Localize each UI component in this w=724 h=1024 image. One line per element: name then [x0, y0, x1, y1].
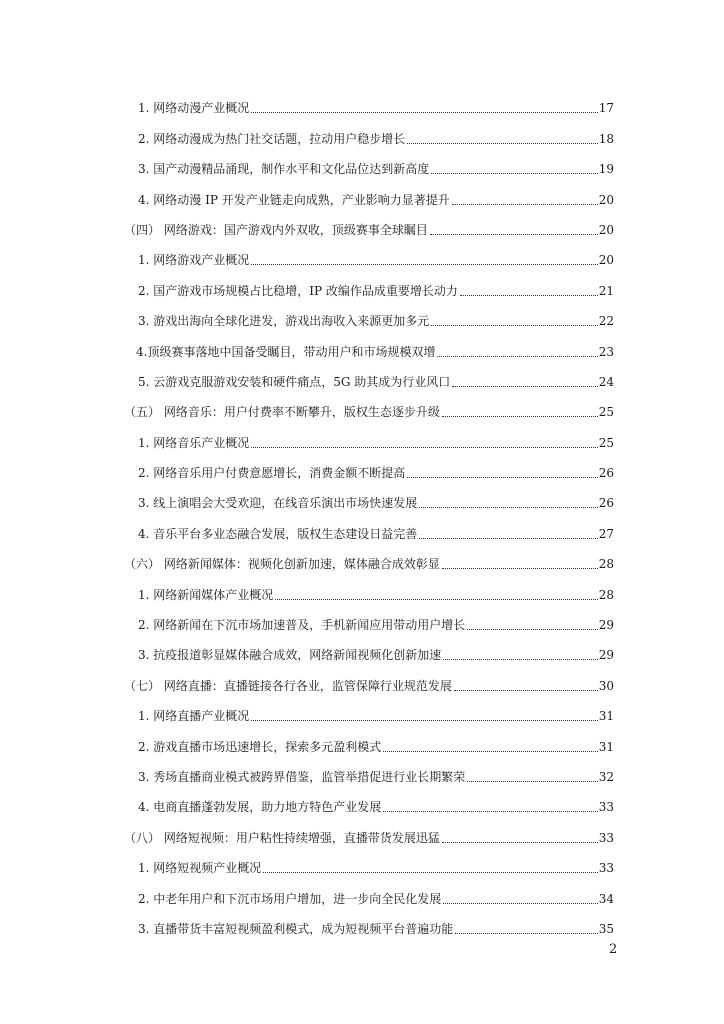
toc-entry-title: 2. 国产游戏市场规模占比稳增，IP 改编作品成重要增长动力 [138, 283, 458, 298]
dot-leader [419, 538, 597, 539]
dot-leader [431, 173, 597, 174]
toc-entry-page: 18 [598, 131, 614, 146]
toc-entry-title: （四） 网络游戏：国产游戏内外双收，顶级赛事全球瞩目 [124, 222, 428, 237]
dot-leader [443, 659, 597, 660]
toc-entry-title: 2. 网络新闻在下沉市场加速普及，手机新闻应用带动用户增长 [138, 618, 466, 633]
toc-entry[interactable] [124, 724, 614, 754]
toc-entry-page: 33 [598, 830, 614, 845]
dot-leader [454, 690, 598, 691]
toc-entry[interactable] [124, 147, 614, 177]
table-of-contents [124, 86, 614, 937]
dot-leader [251, 720, 597, 721]
toc-entry-page: 20 [598, 192, 614, 207]
toc-entry-title: （五） 网络音乐：用户付费率不断攀升，版权生态逐步升级 [124, 405, 440, 420]
toc-entry-title: 2. 网络动漫成为热门社交话题，拉动用户稳步增长 [138, 131, 406, 146]
toc-entry-page: 31 [598, 739, 614, 754]
dot-leader [251, 112, 597, 113]
toc-entry-page: 29 [598, 648, 614, 663]
toc-entry[interactable] [124, 86, 614, 116]
toc-section-entry[interactable] [124, 208, 614, 238]
page-number: 2 [609, 942, 618, 957]
toc-entry-title: 1. 网络新闻媒体产业概况 [138, 587, 274, 602]
toc-entry-page: 27 [598, 526, 614, 541]
dot-leader [467, 781, 597, 782]
toc-entry-title: 2. 网络音乐用户付费意愿增长，消费金额不断提高 [138, 466, 406, 481]
toc-entry-page: 30 [598, 678, 614, 693]
toc-entry-page: 26 [598, 496, 614, 511]
toc-entry-page: 28 [598, 557, 614, 572]
toc-entry-title: 5. 云游戏克服游戏安装和硬件痛点，5G 助其成为行业风口 [138, 374, 451, 389]
toc-entry-page: 25 [598, 405, 614, 420]
toc-entry[interactable] [124, 177, 614, 207]
toc-entry[interactable] [124, 785, 614, 815]
dot-leader [460, 295, 598, 296]
toc-entry[interactable] [124, 116, 614, 146]
toc-entry[interactable] [124, 876, 614, 906]
toc-entry-title: 1. 网络音乐产业概况 [138, 435, 250, 450]
toc-entry-title: 1. 网络直播产业概况 [138, 709, 250, 724]
dot-leader [407, 477, 597, 478]
toc-entry[interactable] [124, 299, 614, 329]
toc-entry[interactable] [124, 329, 614, 359]
dot-leader [443, 903, 597, 904]
toc-entry-page: 29 [598, 618, 614, 633]
toc-section-entry[interactable] [124, 542, 614, 572]
toc-entry-title: 4. 网络动漫 IP 开发产业链走向成熟，产业影响力显著提升 [138, 192, 450, 207]
toc-entry[interactable] [124, 846, 614, 876]
toc-entry-page: 23 [598, 344, 614, 359]
toc-entry-title: 1. 网络游戏产业概况 [138, 253, 250, 268]
toc-entry[interactable] [124, 572, 614, 602]
toc-entry-page: 26 [598, 466, 614, 481]
toc-entry-page: 25 [598, 435, 614, 450]
toc-entry-title: 3. 国产动漫精品涌现，制作水平和文化品位达到新高度 [138, 162, 430, 177]
toc-entry[interactable] [124, 694, 614, 724]
toc-entry-page: 19 [598, 162, 614, 177]
toc-entry-page: 35 [598, 921, 614, 936]
toc-entry-title: 4. 电商直播蓬勃发展，助力地方特色产业发展 [138, 800, 382, 815]
dot-leader [383, 811, 597, 812]
toc-entry[interactable] [124, 603, 614, 633]
dot-leader [419, 507, 597, 508]
toc-entry-page: 33 [598, 800, 614, 815]
dot-leader [442, 416, 598, 417]
toc-entry[interactable] [124, 481, 614, 511]
dot-leader [430, 234, 598, 235]
toc-section-entry[interactable] [124, 390, 614, 420]
dot-leader [251, 264, 597, 265]
dot-leader [467, 629, 597, 630]
toc-entry-title: 1. 网络短视频产业概况 [138, 861, 262, 876]
dot-leader [442, 842, 598, 843]
toc-entry-title: 4. 音乐平台多业态融合发展，版权生态建设日益完善 [138, 526, 418, 541]
dot-leader [275, 599, 597, 600]
toc-entry[interactable] [124, 907, 614, 937]
toc-entry-title: 2. 游戏直播市场迅速增长，探索多元盈利模式 [138, 739, 382, 754]
dot-leader [442, 568, 598, 569]
toc-entry-title: 3. 秀场直播商业模式被跨界借鉴，监管举措促进行业长期繁荣 [138, 769, 466, 784]
dot-leader [452, 204, 598, 205]
dot-leader [452, 386, 597, 387]
dot-leader [263, 872, 597, 873]
toc-entry[interactable] [124, 420, 614, 450]
dot-leader [431, 325, 597, 326]
toc-entry-title: 3. 抗疫报道彰显媒体融合成效，网络新闻视频化创新加速 [138, 648, 442, 663]
toc-entry-page: 24 [598, 374, 614, 389]
toc-entry-title: （六） 网络新闻媒体：视频化创新加速，媒体融合成效彰显 [124, 557, 440, 572]
toc-entry-page: 32 [598, 769, 614, 784]
toc-section-entry[interactable] [124, 815, 614, 845]
toc-entry-page: 33 [598, 861, 614, 876]
toc-entry-title: （七） 网络直播：直播链接各行各业，监管保障行业规范发展 [124, 678, 452, 693]
toc-entry-page: 21 [598, 283, 614, 298]
toc-entry-title: 1. 网络动漫产业概况 [138, 101, 250, 116]
toc-entry[interactable] [124, 360, 614, 390]
toc-entry-title: 2. 中老年用户和下沉市场用户增加，进一步向全民化发展 [138, 891, 442, 906]
toc-entry-page: 31 [598, 709, 614, 724]
toc-entry-page: 20 [598, 253, 614, 268]
toc-entry-title: （八） 网络短视频：用户粘性持续增强，直播带货发展迅猛 [124, 830, 440, 845]
toc-entry-page: 34 [598, 891, 614, 906]
dot-leader [383, 751, 597, 752]
toc-entry[interactable] [124, 511, 614, 541]
toc-entry-title: 3. 游戏出海向全球化进发，游戏出海收入来源更加多元 [138, 314, 430, 329]
toc-section-entry[interactable] [124, 663, 614, 693]
dot-leader [455, 933, 597, 934]
toc-entry[interactable] [124, 633, 614, 663]
toc-entry[interactable] [124, 755, 614, 785]
toc-entry-page: 17 [598, 101, 614, 116]
toc-entry-page: 22 [598, 314, 614, 329]
toc-entry-page: 20 [598, 222, 614, 237]
dot-leader [251, 447, 597, 448]
toc-entry-title: 3. 线上演唱会大受欢迎，在线音乐演出市场快速发展 [138, 496, 418, 511]
toc-entry[interactable] [124, 268, 614, 298]
toc-entry-page: 28 [598, 587, 614, 602]
toc-entry[interactable] [124, 451, 614, 481]
dot-leader [437, 356, 597, 357]
toc-entry-title: 3. 直播带货丰富短视频盈利模式，成为短视频平台普遍功能 [138, 921, 454, 936]
dot-leader [407, 143, 597, 144]
toc-entry[interactable] [124, 238, 614, 268]
toc-entry-title: 4.顶级赛事落地中国备受瞩目，带动用户和市场规模双增 [136, 344, 436, 359]
